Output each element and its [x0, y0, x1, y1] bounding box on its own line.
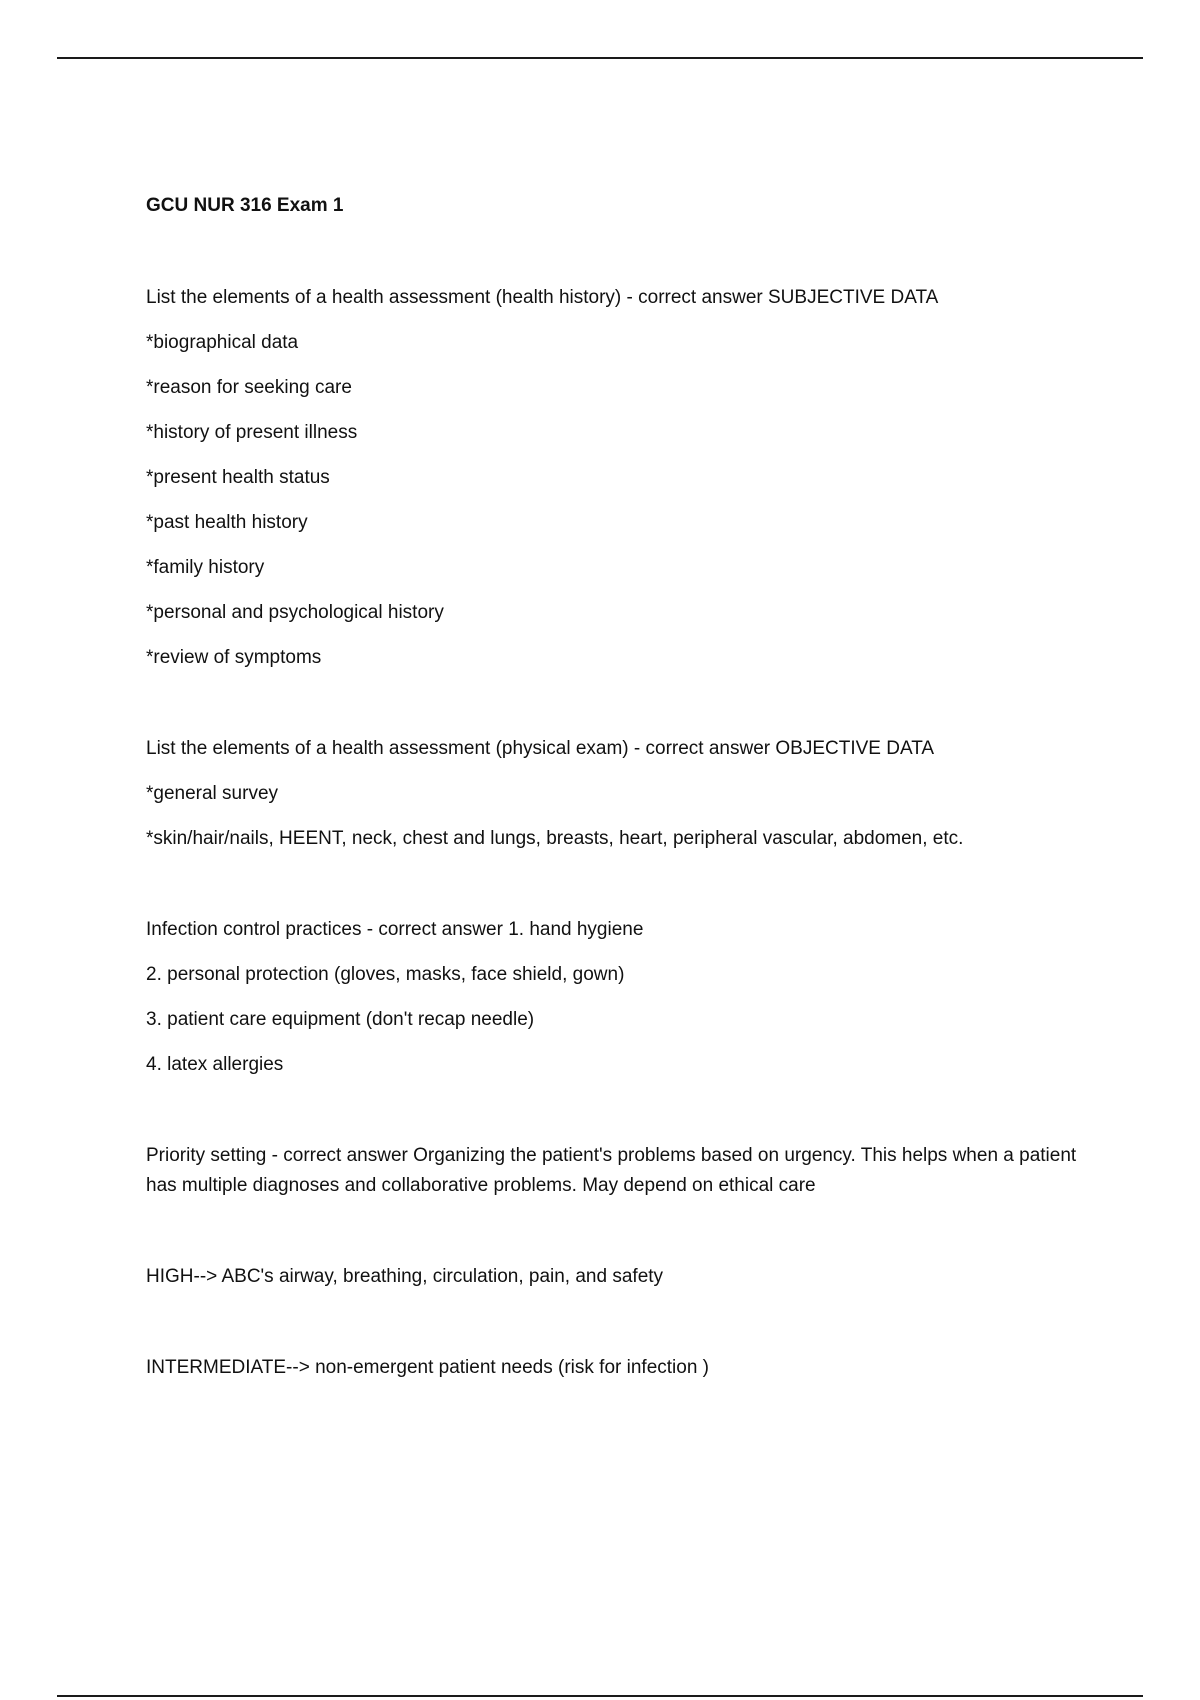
section-priority-setting [146, 1141, 1086, 1383]
question-infection-control: Infection control practices - correct answer 1. hand hygiene [146, 919, 644, 940]
list-item: *biographical data [146, 332, 299, 353]
bottom-divider [57, 1695, 1143, 1697]
question-physical-exam: List the elements of a health assessment (physical exam) - correct answer OBJECTIVE DATA [146, 738, 935, 759]
list-item: *skin/hair/nails, HEENT, neck, chest and lungs, breasts, heart, peripheral vascular, abdomen, etc. [146, 828, 964, 849]
list-item: *history of present illness [146, 422, 358, 443]
list-item: *past health history [146, 512, 308, 533]
section-health-history [146, 283, 1086, 673]
list-item: 4. latex allergies [146, 1054, 284, 1075]
list-item: *family history [146, 557, 265, 578]
priority-high: HIGH--> ABC's airway, breathing, circulation, pain, and safety [146, 1266, 664, 1287]
list-item: *review of symptoms [146, 647, 322, 668]
question-health-history: List the elements of a health assessment (health history) - correct answer SUBJECTIVE DATA [146, 287, 939, 308]
priority-setting-text: Priority setting - correct answer Organizing the patient's problems based on urgency. This helps when a patient has multiple diagnoses and collaborative problems. May depend on ethical care [146, 1145, 1077, 1196]
list-item: 3. patient care equipment (don't recap needle) [146, 1009, 535, 1030]
document-title: GCU NUR 316 Exam 1 [146, 195, 344, 216]
section-infection-control [146, 915, 1086, 1080]
priority-intermediate: INTERMEDIATE--> non-emergent patient needs (risk for infection ) [146, 1357, 709, 1378]
document-body [146, 193, 1086, 1398]
list-item: *present health status [146, 467, 330, 488]
list-item: *general survey [146, 783, 279, 804]
list-item: *personal and psychological history [146, 602, 444, 623]
list-item: 2. personal protection (gloves, masks, face shield, gown) [146, 964, 625, 985]
list-item: *reason for seeking care [146, 377, 352, 398]
section-physical-exam [146, 734, 1086, 854]
top-divider [57, 57, 1143, 59]
